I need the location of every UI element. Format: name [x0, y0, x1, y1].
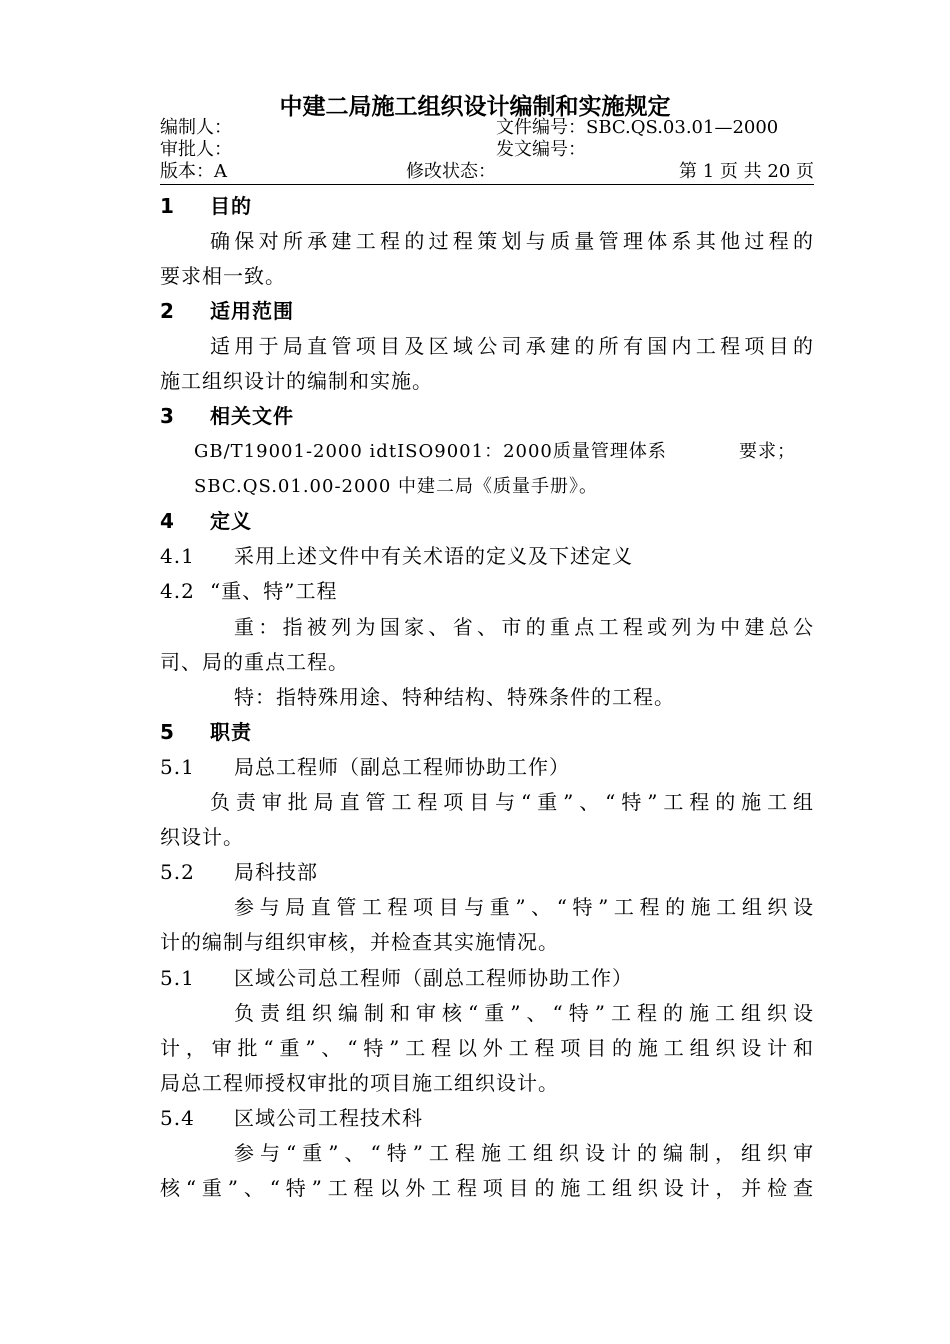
section-5-4-paragraph-line-2: 核“重”、“特”工程以外工程项目的施工组织设计，并检查 — [160, 1176, 814, 1200]
section-5-4: 5.4 区域公司工程技术科 — [160, 1106, 423, 1130]
section-5-2-paragraph-line-1: 参与局直管工程项目与重”、“特”工程的施工组织设 — [234, 895, 814, 919]
section-4-1: 4.1 采用上述文件中有关术语的定义及下述定义 — [160, 544, 633, 568]
revision-status: 修改状态： — [406, 161, 496, 182]
header-divider — [160, 184, 814, 185]
section-4-heading: 4 定义 — [160, 509, 252, 533]
issue-number: 发文编号： — [496, 139, 586, 160]
version-label: 版本：A — [160, 161, 227, 182]
section-5-heading: 5 职责 — [160, 720, 252, 744]
section-1-heading: 1 目的 — [160, 194, 252, 218]
section-5-4-paragraph-line-1: 参与“重”、“特”工程施工组织设计的编制，组织审 — [234, 1141, 814, 1165]
section-5-2-paragraph-line-2: 计的编制与组织审核，并检查其实施情况。 — [160, 930, 559, 954]
section-4-2: 4.2 “重、特”工程 — [160, 579, 338, 603]
definition-zhong-line-2: 司、局的重点工程。 — [160, 650, 349, 674]
header-row-1 — [160, 118, 814, 138]
section-5-1: 5.1 局总工程师（副总工程师协助工作） — [160, 755, 570, 779]
section-5-3-paragraph-line-2: 计，审批“重”、“特”工程以外工程项目的施工组织设计和 — [160, 1036, 814, 1060]
section-3-heading: 3 相关文件 — [160, 404, 294, 428]
definition-zhong-line-1: 重：指被列为国家、省、市的重点工程或列为中建总公 — [234, 615, 814, 639]
section-5-3-paragraph-line-1: 负责组织编制和审核“重”、“特”工程的施工组织设 — [234, 1001, 814, 1025]
reference-quality-manual: SBC.QS.01.00-2000 中建二局《质量手册》。 — [194, 476, 599, 497]
definition-te: 特：指特殊用途、特种结构、特殊条件的工程。 — [234, 685, 675, 709]
section-2-paragraph-line-2: 施工组织设计的编制和实施。 — [160, 369, 433, 393]
section-5-3: 5.1 区域公司总工程师（副总工程师协助工作） — [160, 966, 633, 990]
section-1-paragraph-line-1: 确保对所承建工程的过程策划与质量管理体系其他过程的 — [210, 229, 814, 253]
approver-label: 审批人： — [160, 139, 232, 160]
section-2-paragraph-line-1: 适用于局直管项目及区域公司承建的所有国内工程项目的 — [210, 334, 814, 358]
section-5-1-paragraph-line-2: 织设计。 — [160, 825, 244, 849]
header-row-2 — [160, 140, 814, 160]
compiler-label: 编制人： — [160, 117, 232, 138]
section-1-paragraph-line-2: 要求相一致。 — [160, 264, 286, 288]
file-number: 文件编号：SBC.QS.03.01—2000 — [496, 117, 779, 138]
document-title: 中建二局施工组织设计编制和实施规定 — [279, 94, 671, 120]
header-row-3 — [160, 162, 814, 182]
section-2-heading: 2 适用范围 — [160, 299, 294, 323]
section-5-2: 5.2 局科技部 — [160, 860, 318, 884]
reference-gb-t19001: GB/T19001-2000 idtISO9001：2000质量管理体系 要求； — [194, 441, 796, 462]
section-5-3-paragraph-line-3: 局总工程师授权审批的项目施工组织设计。 — [160, 1071, 559, 1095]
section-5-1-paragraph-line-1: 负责审批局直管工程项目与“重”、“特”工程的施工组 — [210, 790, 814, 814]
page-indicator: 第 1 页 共 20 页 — [679, 161, 814, 182]
